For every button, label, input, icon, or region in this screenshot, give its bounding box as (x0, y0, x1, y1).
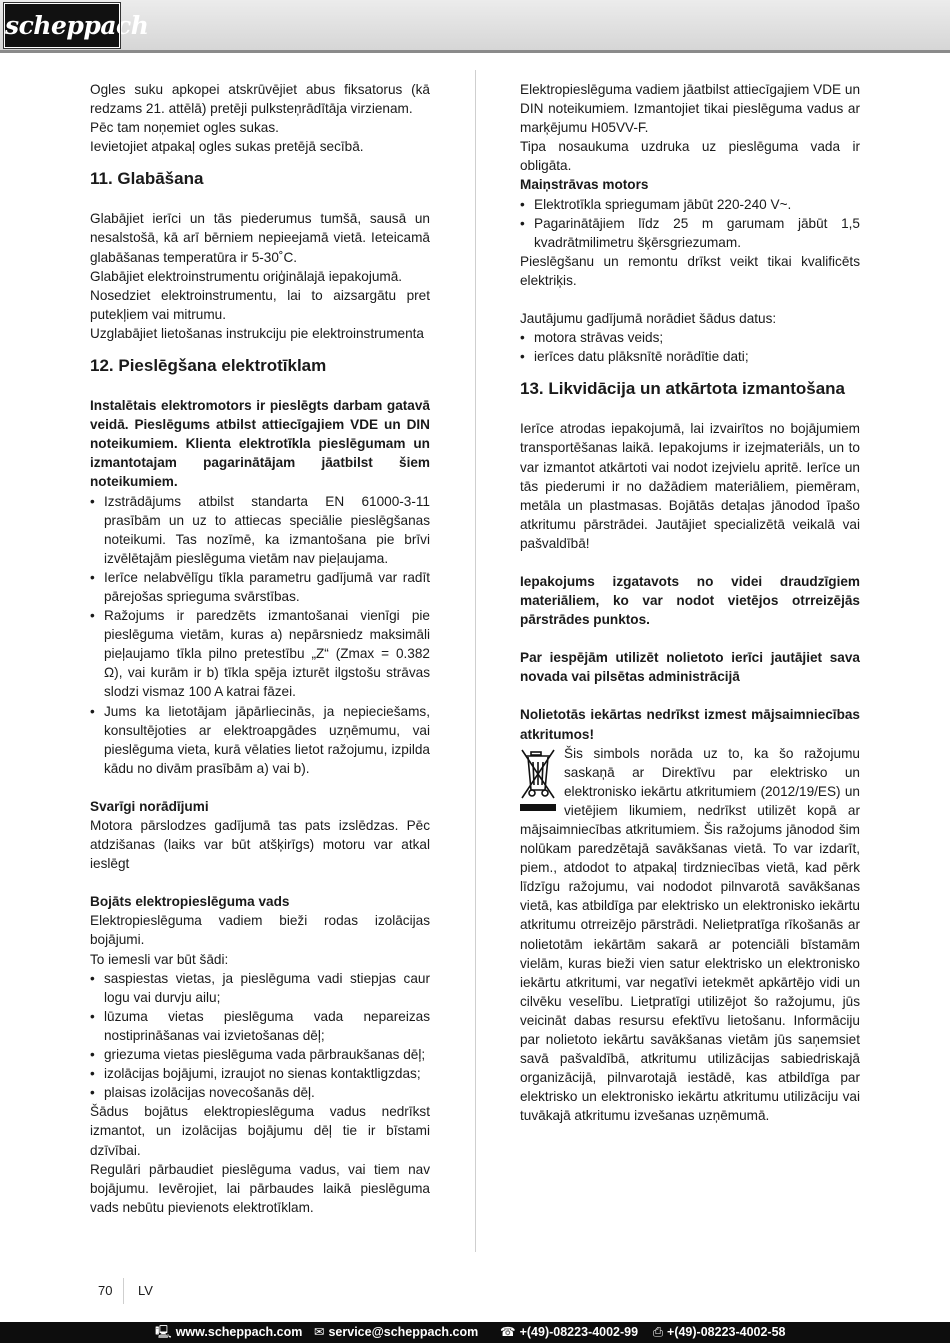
paragraph: To iemesli var būt šādi: (90, 951, 229, 967)
contact-fax (653, 1322, 786, 1343)
contact-email[interactable] (314, 1322, 478, 1343)
paragraph: Nosedziet elektroinstrumentu, lai to aizsargātu pret putekļiem vai mitrumu. (90, 287, 430, 322)
web-address: www.scheppach.com (175, 1325, 303, 1339)
paragraph: Pieslēgšanu un remontu drīkst veikt tikai kvalificēts elektriķis. (520, 253, 860, 288)
paragraph: Uzglabājiet lietošanas instrukciju pie elektroinstrumenta (90, 325, 424, 341)
page-header (0, 0, 950, 53)
bullet-list (90, 492, 430, 778)
paragraph: Glabājiet ierīci un tās piederumus tumšā, sausā un nesalstošā, kā arī bērniem nepieejamā vietā. Ieteicamā glabāšanas temperatūra ir 5-30˚C. (90, 211, 430, 265)
left-column (90, 80, 430, 1217)
list-item: • Elektrotīkla spriegumam jābūt 220-240 V~. (520, 195, 860, 214)
list-item: • ierīces datu plāksnītē norādītie dati; (520, 347, 860, 366)
subheading: Svarīgi norādījumi (90, 798, 209, 814)
contact-bar (0, 1322, 950, 1343)
paragraph: Ievietojiet atpakaļ ogles sukas pretējā secībā. (90, 139, 364, 155)
list-item: • Izstrādājums atbilst standarta EN 61000-3-11 prasībām un uz to attiecas speciālie pieslēgšanas noteikumi. Tas nozīmē, ka izmantošana pie brīvi izvēlētajām pieslēguma vietām nav pieļaujama. (90, 492, 430, 568)
subheading: Maiņstrāvas motors (520, 177, 649, 193)
paragraph: Šādus bojātus elektropieslēguma vadus nedrīkst izmantot, un izolācijas bojājumu dēļ tie ir bīstami dzīvībai. (90, 1104, 430, 1158)
right-column (520, 80, 860, 1126)
language-code: LV (138, 1283, 153, 1298)
contact-web[interactable] (155, 1322, 302, 1343)
paragraph: Šis simbols norāda uz to, ka šo ražojumu saskaņā ar Direktīvu par elektrisko un elektronisko iekārtu atkritumiem (2012/19/ES) un vietējiem likumiem, nedrīkst utilizēt kopā ar mājsaimniecības atkritumiem. Šis ražojums jānodod šim nolūkam paredzētajā savākšanas vietā. To var izdarīt, piem., atdodot to atpakaļ tirdzniecības vietā, kad pērk līdzīgu ražojumu, vai nododot pilnvarotā savākšanas vietā, kas atbildīga par elektrisko un elektronisko iekārtu atkritumu otrreizējo pārstrādi. Nelietpratīga rīkošanās ar nolietotām iekārtām sakarā ar potenciāli bīstamām vielām, kuras bieži vien satur elektrisko un elektronisko iekārtu atkritumi, var negatīvi ietekmēt apkārtējo vidi un cilvēku veselību. Lietpratīgi utilizējot šo ražojumu, jūs veicināt dabas resursu efektīvu lietošanu. Informāciju par nolietoto iekārtu savākšanas vietām jūs saņemsiet savā pašvaldībā, atkritumu utilizācijas sabiedriskajā organizācijā, pilnvarotajā iestādē, kas atbildīga par elektrisko un elektronisko iekārtu atkritumu utilizāciju vai tuvākajā atkritumu izvešanas uzņēmumā. (520, 745, 860, 1124)
list-item: • izolācijas bojājumi, izraujot no sienas kontaktligzdas; (90, 1064, 430, 1083)
list-item: • lūzuma vietas pieslēguma vada nepareizas nostiprināšanas vai izvietošanas dēļ; (90, 1007, 430, 1045)
section-heading-12: 12. Pieslēgšana elektrotīklam (90, 356, 327, 376)
phone-number: +(49)-08223-4002-99 (519, 1325, 639, 1339)
list-item: • saspiestas vietas, ja pieslēguma vadi stiepjas caur logu vai durvju ailu; (90, 969, 430, 1007)
fax-number: +(49)-08223-4002-58 (667, 1325, 786, 1339)
bullet-list (90, 969, 430, 1103)
list-item: • Ražojums ir paredzēts izmantošanai vienīgi pie pieslēguma vietām, kuras a) nepārsniedz maksimāli pieļaujamo tīkla pilno pretestību „Z“ (Zmax = 0.382 Ω), vai kurām ir b) tīkla spēja izturēt ilgstošu strāvas slodzi vismaz 100 A katrai fāzei. (90, 606, 430, 701)
paragraph: Ierīce atrodas iepakojumā, lai izvairītos no bojājumiem transportēšanas laikā. Iepakojums ir izejmateriāls, un to var izmantot atkārtoti vai nodot izejvielu apritē. Ierīce un tās piederumi ir no dažādiem materiāliem, piemēram, metāla un plastmasas. Bojātās detaļas jānodod īpašo atkritumu pārstrādei. Jautājiet specializētā veikalā vai pašvaldībā! (520, 421, 860, 551)
bold-paragraph: Nolietotās iekārtas nedrīkst izmest mājsaimniecības atkritumos! (520, 707, 860, 742)
fax-icon: ⎙ (653, 1325, 664, 1339)
paragraph: Motora pārslodzes gadījumā tas pats izslēdzas. Pēc atdzišanas (laiks var būt atšķirīgs) motoru var atkal ieslēgt (90, 818, 430, 872)
paragraph: Elektropieslēguma vadiem bieži rodas izolācijas bojājumi. (90, 913, 430, 948)
list-item: • motora strāvas veids; (520, 328, 860, 347)
paragraph: Regulāri pārbaudiet pieslēguma vadus, vai tiem nav bojājumu. Ievērojiet, lai pārbaudes laikā pieslēguma vads nebūtu pievienots elektrotīklam. (90, 1161, 430, 1215)
bold-paragraph: Par iespējām utilizēt nolietoto ierīci jautājiet sava novada vai pilsētas administrācijā (520, 650, 860, 685)
list-item: • Ierīce nelabvēlīgu tīkla parametru gadījumā var radīt pārejošas sprieguma svārstības. (90, 568, 430, 606)
list-item: • griezuma vietas pieslēguma vada pārbraukšanas dēļ; (90, 1045, 430, 1064)
paragraph: Glabājiet elektroinstrumentu oriģinālajā iepakojumā. (90, 268, 403, 284)
brand-logo: scheppach (4, 3, 120, 48)
paragraph: Tipa nosaukuma uzdruka uz pieslēguma vada ir obligāta. (520, 139, 860, 174)
footer-divider (123, 1278, 124, 1304)
section-heading-11: 11. Glabāšana (90, 169, 204, 189)
paragraph: Pēc tam noņemiet ogles sukas. (90, 120, 279, 136)
paragraph: Jautājumu gadījumā norādiet šādus datus: (520, 311, 777, 327)
paragraph: Ogles suku apkopei atskrūvējiet abus fiksatorus (kā redzams 21. attēlā) pretēji pulksteņrādītāja virzienam. (90, 82, 430, 117)
contact-phone[interactable] (500, 1322, 638, 1343)
crossed-bin-icon (520, 748, 558, 812)
bullet-list (520, 328, 860, 366)
column-divider (475, 70, 476, 1252)
bold-paragraph: Instalētais elektromotors ir pieslēgts darbam gatavā veidā. Pieslēgums atbilst attiecīgajiem VDE un DIN noteikumiem. Klienta elektrotīkla pieslēgumam un izmantotajam pagarinātājam jāatbilst šiem noteikumiem. (90, 398, 430, 490)
list-item: • plaisas izolācijas novecošanās dēļ. (90, 1083, 430, 1102)
email-address: service@scheppach.com (328, 1325, 479, 1339)
section-heading-13: 13. Likvidācija un atkārtota izmantošana (520, 379, 846, 399)
bold-paragraph: Iepakojums izgatavots no videi draudzīgiem materiāliem, ko var nodot vietējos otrreizējās pārstrādes punktos. (520, 573, 860, 628)
subheading: Bojāts elektropieslēguma vads (90, 894, 290, 910)
bullet-list (520, 195, 860, 252)
list-item: • Pagarinātājiem līdz 25 m garumam jābūt 1,5 kvadrātmilimetru šķērsgriezumam. (520, 214, 860, 252)
paragraph: Elektropieslēguma vadiem jāatbilst attiecīgajiem VDE un DIN noteikumiem. Izmantojiet tikai pieslēguma vadus ar marķējumu H05VV-F. (520, 82, 861, 136)
envelope-icon: ✉ (314, 1325, 325, 1339)
list-item: • Jums ka lietotājam jāpārliecinās, ja nepieciešams, konsultējoties ar elektroapgādes uzņēmumu, vai pieslēguma vieta, kurā vēlaties lietot ražojumu, izpilda kādu no divām prasībām a) vai b). (90, 702, 430, 778)
computer-icon: 🖳 (155, 1325, 172, 1339)
phone-icon: ☎ (500, 1325, 516, 1339)
page-number: 70 (98, 1283, 113, 1298)
